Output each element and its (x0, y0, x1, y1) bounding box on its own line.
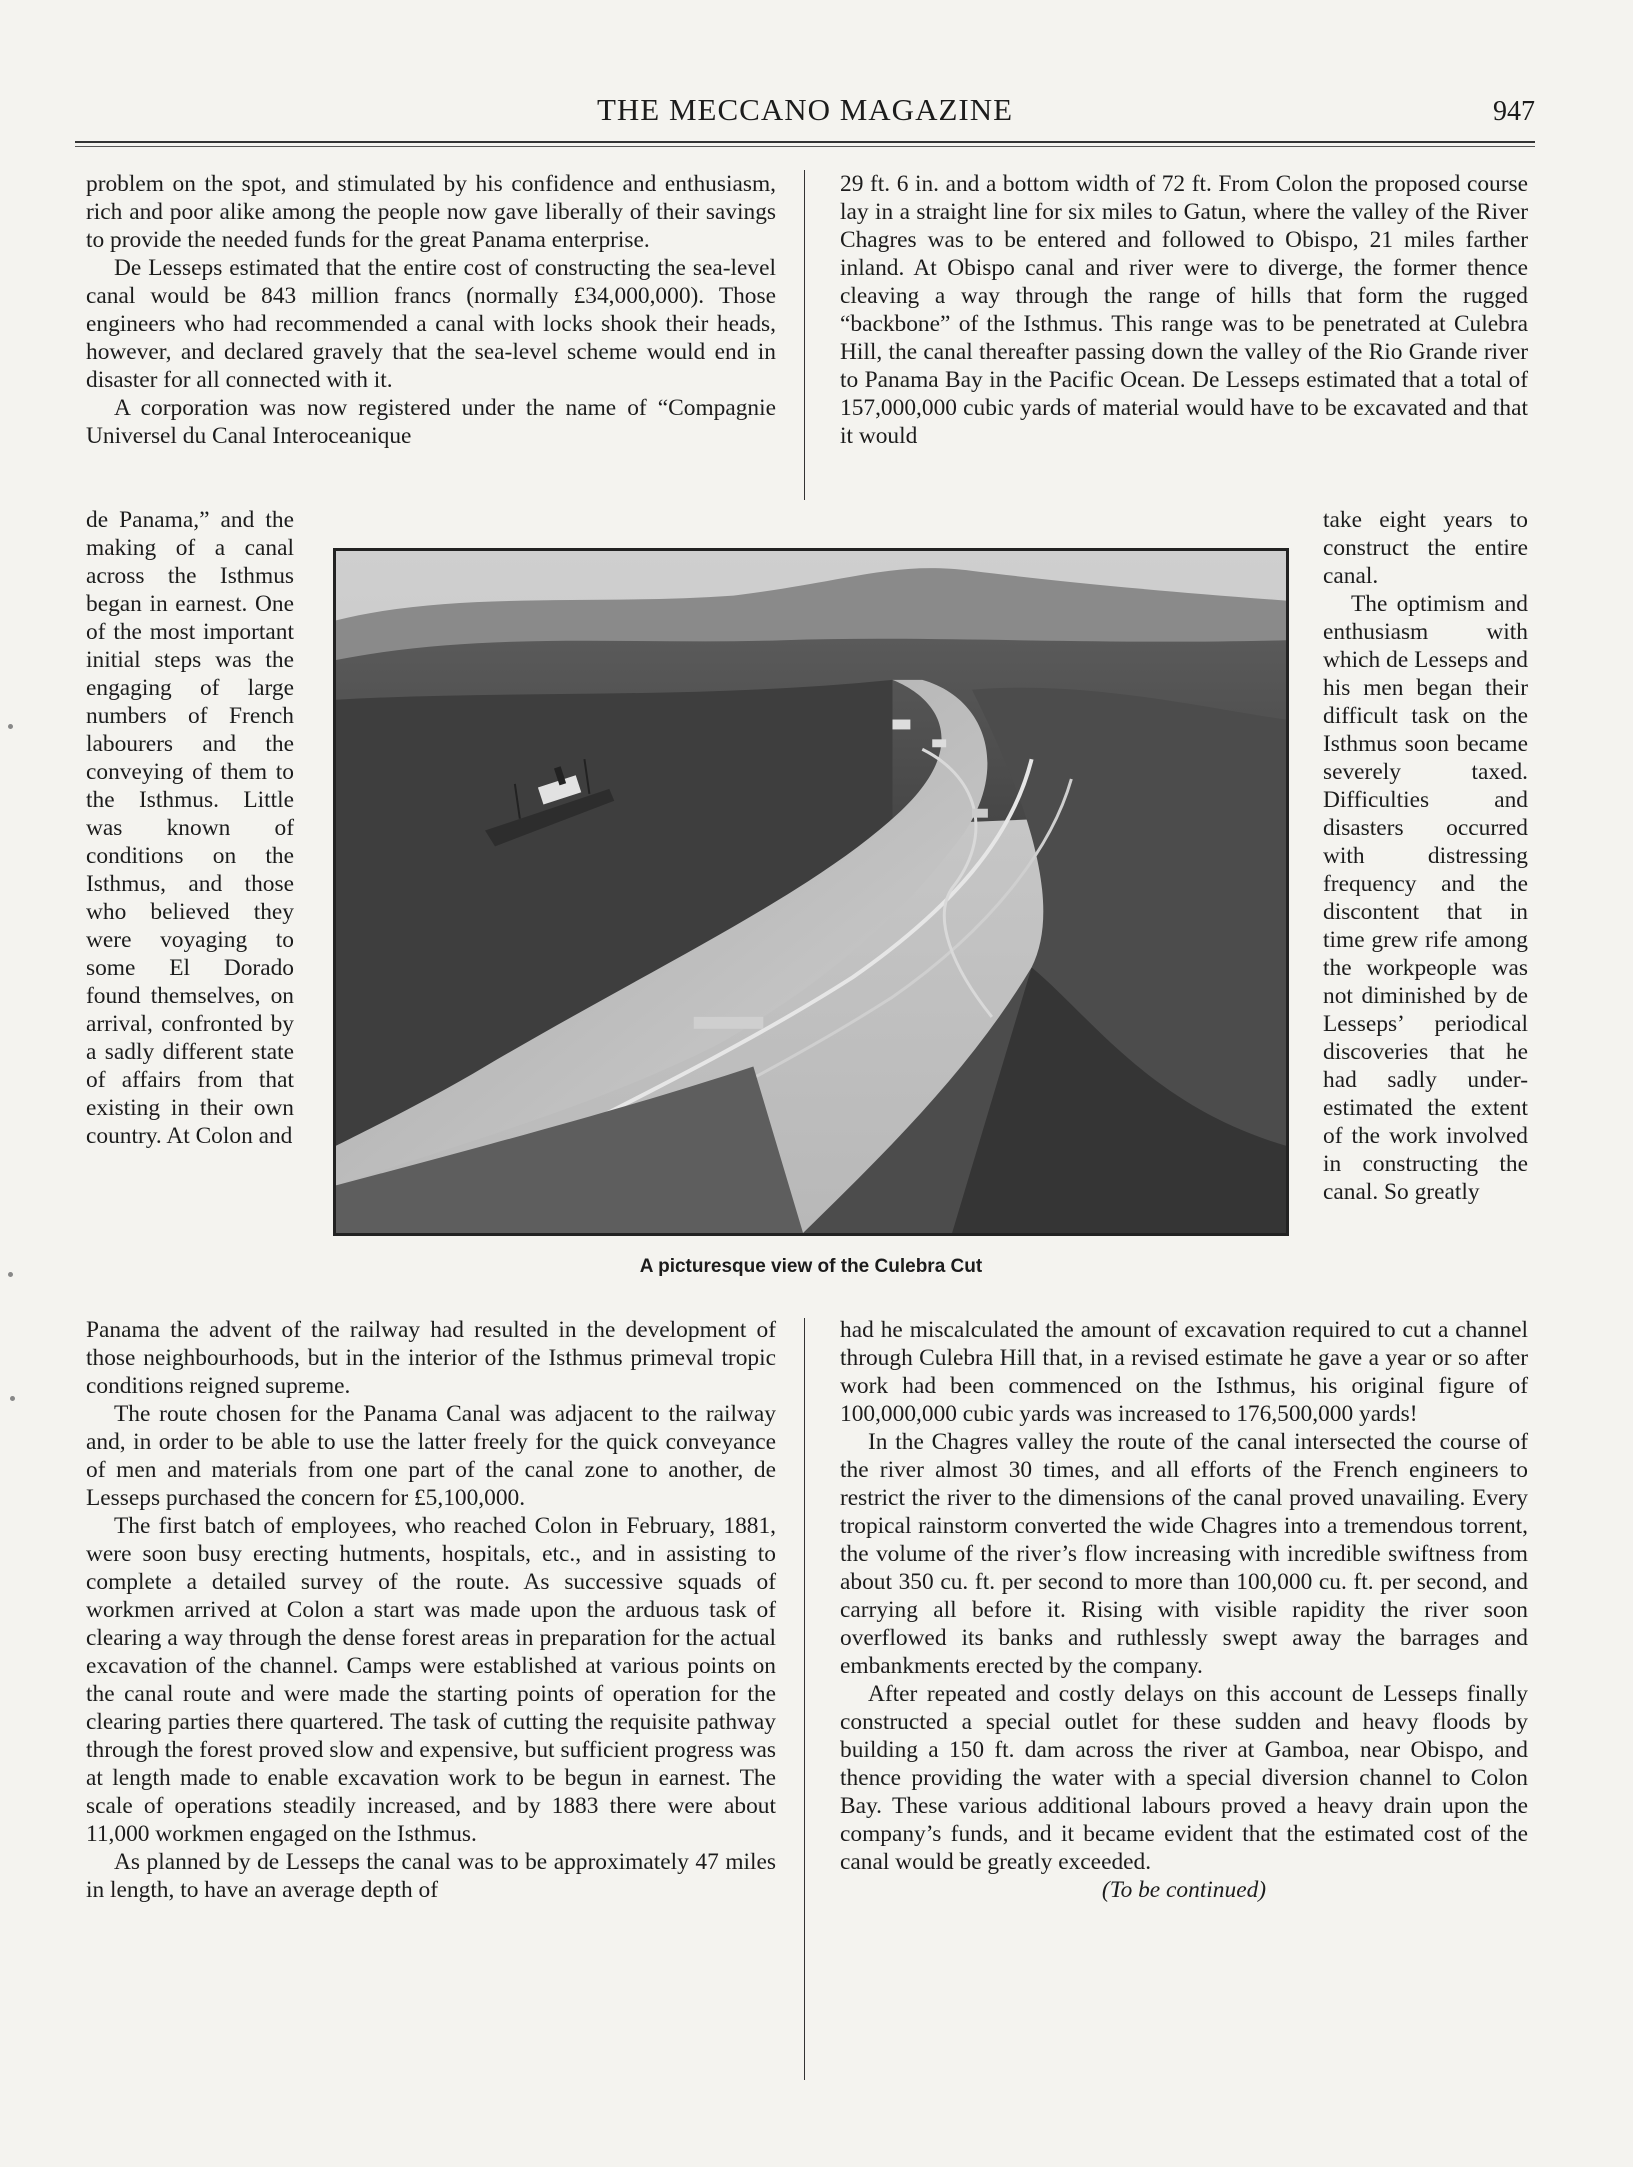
scan-speck (10, 1396, 15, 1401)
paragraph: De Lesseps estimated that the entire cost of constructing the sea-level canal would be 843 million francs (normally £34,000,000). Those engineers who had recommended a canal with locks shook their heads, however, and declared gravely that the sea-level scheme would end in disaster for all connected with it. (86, 255, 776, 393)
paragraph: take eight years to construct the entire canal. (1323, 507, 1528, 589)
left-column-top (86, 170, 776, 450)
header-rule (75, 141, 1535, 143)
paragraph: After repeated and costly delays on this account de Lesseps finally constructed a special outlet for these sudden and heavy floods by building a 150 ft. dam across the river at Gamboa, near Obispo, and thence providing the water with a special diversion channel to Colon Bay. These various additional labours proved a heavy drain upon the company’s funds, and it became evident that the estimated cost of the canal would be greatly exceeded. (840, 1681, 1528, 1875)
paragraph: The optimism and enthusiasm with which de Lesseps and his men began their difficult task on the Isthmus soon became severely taxed. Difficulties and disasters occurred with distressing frequency and the discontent that in time grew rife among the workpeople was not diminished by de Lesseps’ periodical discoveries that he had sadly under-estimated the extent of the work involved in constructing the canal. So greatly (1323, 591, 1528, 1205)
paragraph: The route chosen for the Panama Canal was adjacent to the railway and, in order to be able to use the latter freely for the quick conveyance of men and materials from one part of the canal zone to another, de Lesseps purchased the concern for £5,100,000. (86, 1401, 776, 1511)
left-column-narrow (86, 506, 294, 1150)
magazine-title: THE MECCANO MAGAZINE (596, 92, 1014, 127)
column-divider-bottom (804, 1318, 805, 2080)
paragraph: problem on the spot, and stimulated by his confidence and enthusiasm, rich and poor alike among the people now gave liberally of their savings to provide the needed funds for the great Panama enterprise. (86, 171, 776, 253)
paragraph: had he miscalculated the amount of excavation required to cut a channel through Culebra Hill that, in a revised estimate he gave a year or so after work had been commenced on the Isthmus, his original figure of 100,000,000 cubic yards was increased to 176,500,000 yards! (840, 1317, 1528, 1427)
canal-photo-image (336, 551, 1286, 1233)
right-column-narrow (1323, 506, 1528, 1206)
scan-speck (8, 724, 13, 729)
left-column-bottom (86, 1316, 776, 1904)
photo-caption: A picturesque view of the Culebra Cut (639, 1256, 983, 1277)
paragraph: As planned by de Lesseps the canal was to be approximately 47 miles in length, to have an average depth of (86, 1849, 776, 1903)
scan-speck (8, 1272, 13, 1277)
paragraph: Panama the advent of the railway had resulted in the development of those neighbourhoods, but in the interior of the Isthmus primeval tropic conditions reigned supreme. (86, 1317, 776, 1399)
to-be-continued: (To be continued) (1101, 1877, 1267, 1903)
right-column-bottom (840, 1316, 1528, 1904)
paragraph: The first batch of employees, who reached Colon in February, 1881, were soon busy erecting hutments, hospitals, etc., and in assisting to complete a detailed survey of the route. As successive squads of workmen arrived at Colon a start was made upon the arduous task of clearing a way through the dense forest areas in preparation for the actual excavation of the channel. Camps were established at various points on the canal route and were made the starting points of operation for the clearing parties there quartered. The task of cutting the requisite pathway through the forest proved slow and expensive, but sufficient progress was at length made to enable excavation work to be begun in earnest. The scale of operations steadily increased, and by 1883 there were about 11,000 workmen engaged on the Isthmus. (86, 1513, 776, 1847)
paragraph: A corporation was now registered under the name of “Compagnie Universel du Canal Interoceanique (86, 395, 776, 449)
paragraph: de Panama,” and the making of a canal across the Isthmus began in earnest. One of the most important initial steps was the engaging of large numbers of French labourers and the conveying of them to the Isthmus. Little was known of conditions on the Isthmus, and those who believed they were voyaging to some El Dorado found themselves, on arrival, confronted by a sadly different state of affairs from that existing in their own country. At Colon and (86, 507, 294, 1149)
header-rule-thin (75, 146, 1535, 147)
culebra-cut-photo (333, 548, 1289, 1236)
paragraph: In the Chagres valley the route of the canal intersected the course of the river almost 30 times, and all efforts of the French engineers to restrict the river to the dimensions of the canal proved unavailing. Every tropical rainstorm converted the wide Chagres into a tremendous torrent, the volume of the river’s flow increasing with incredible swiftness from about 350 cu. ft. per second to more than 100,000 cu. ft. per second, and carrying all before it. Rising with visible rapidity the river soon overflowed its banks and ruthlessly swept away the barrages and embankments erected by the company. (840, 1429, 1528, 1679)
column-divider-top (804, 170, 805, 500)
masthead (75, 92, 1535, 138)
paragraph: 29 ft. 6 in. and a bottom width of 72 ft. From Colon the proposed course lay in a straight line for six miles to Gatun, where the valley of the River Chagres was to be entered and followed to Obispo, 21 miles farther inland. At Obispo canal and river were to diverge, the former thence cleaving a way through the range of hills that form the rugged “backbone” of the Isthmus. This range was to be penetrated at Culebra Hill, the canal thereafter passing down the valley of the Rio Grande river to Panama Bay in the Pacific Ocean. De Lesseps estimated that a total of 157,000,000 cubic yards of material would have to be excavated and that it would (840, 171, 1528, 449)
right-column-top (840, 170, 1528, 450)
page-number: 947 (1493, 96, 1535, 127)
